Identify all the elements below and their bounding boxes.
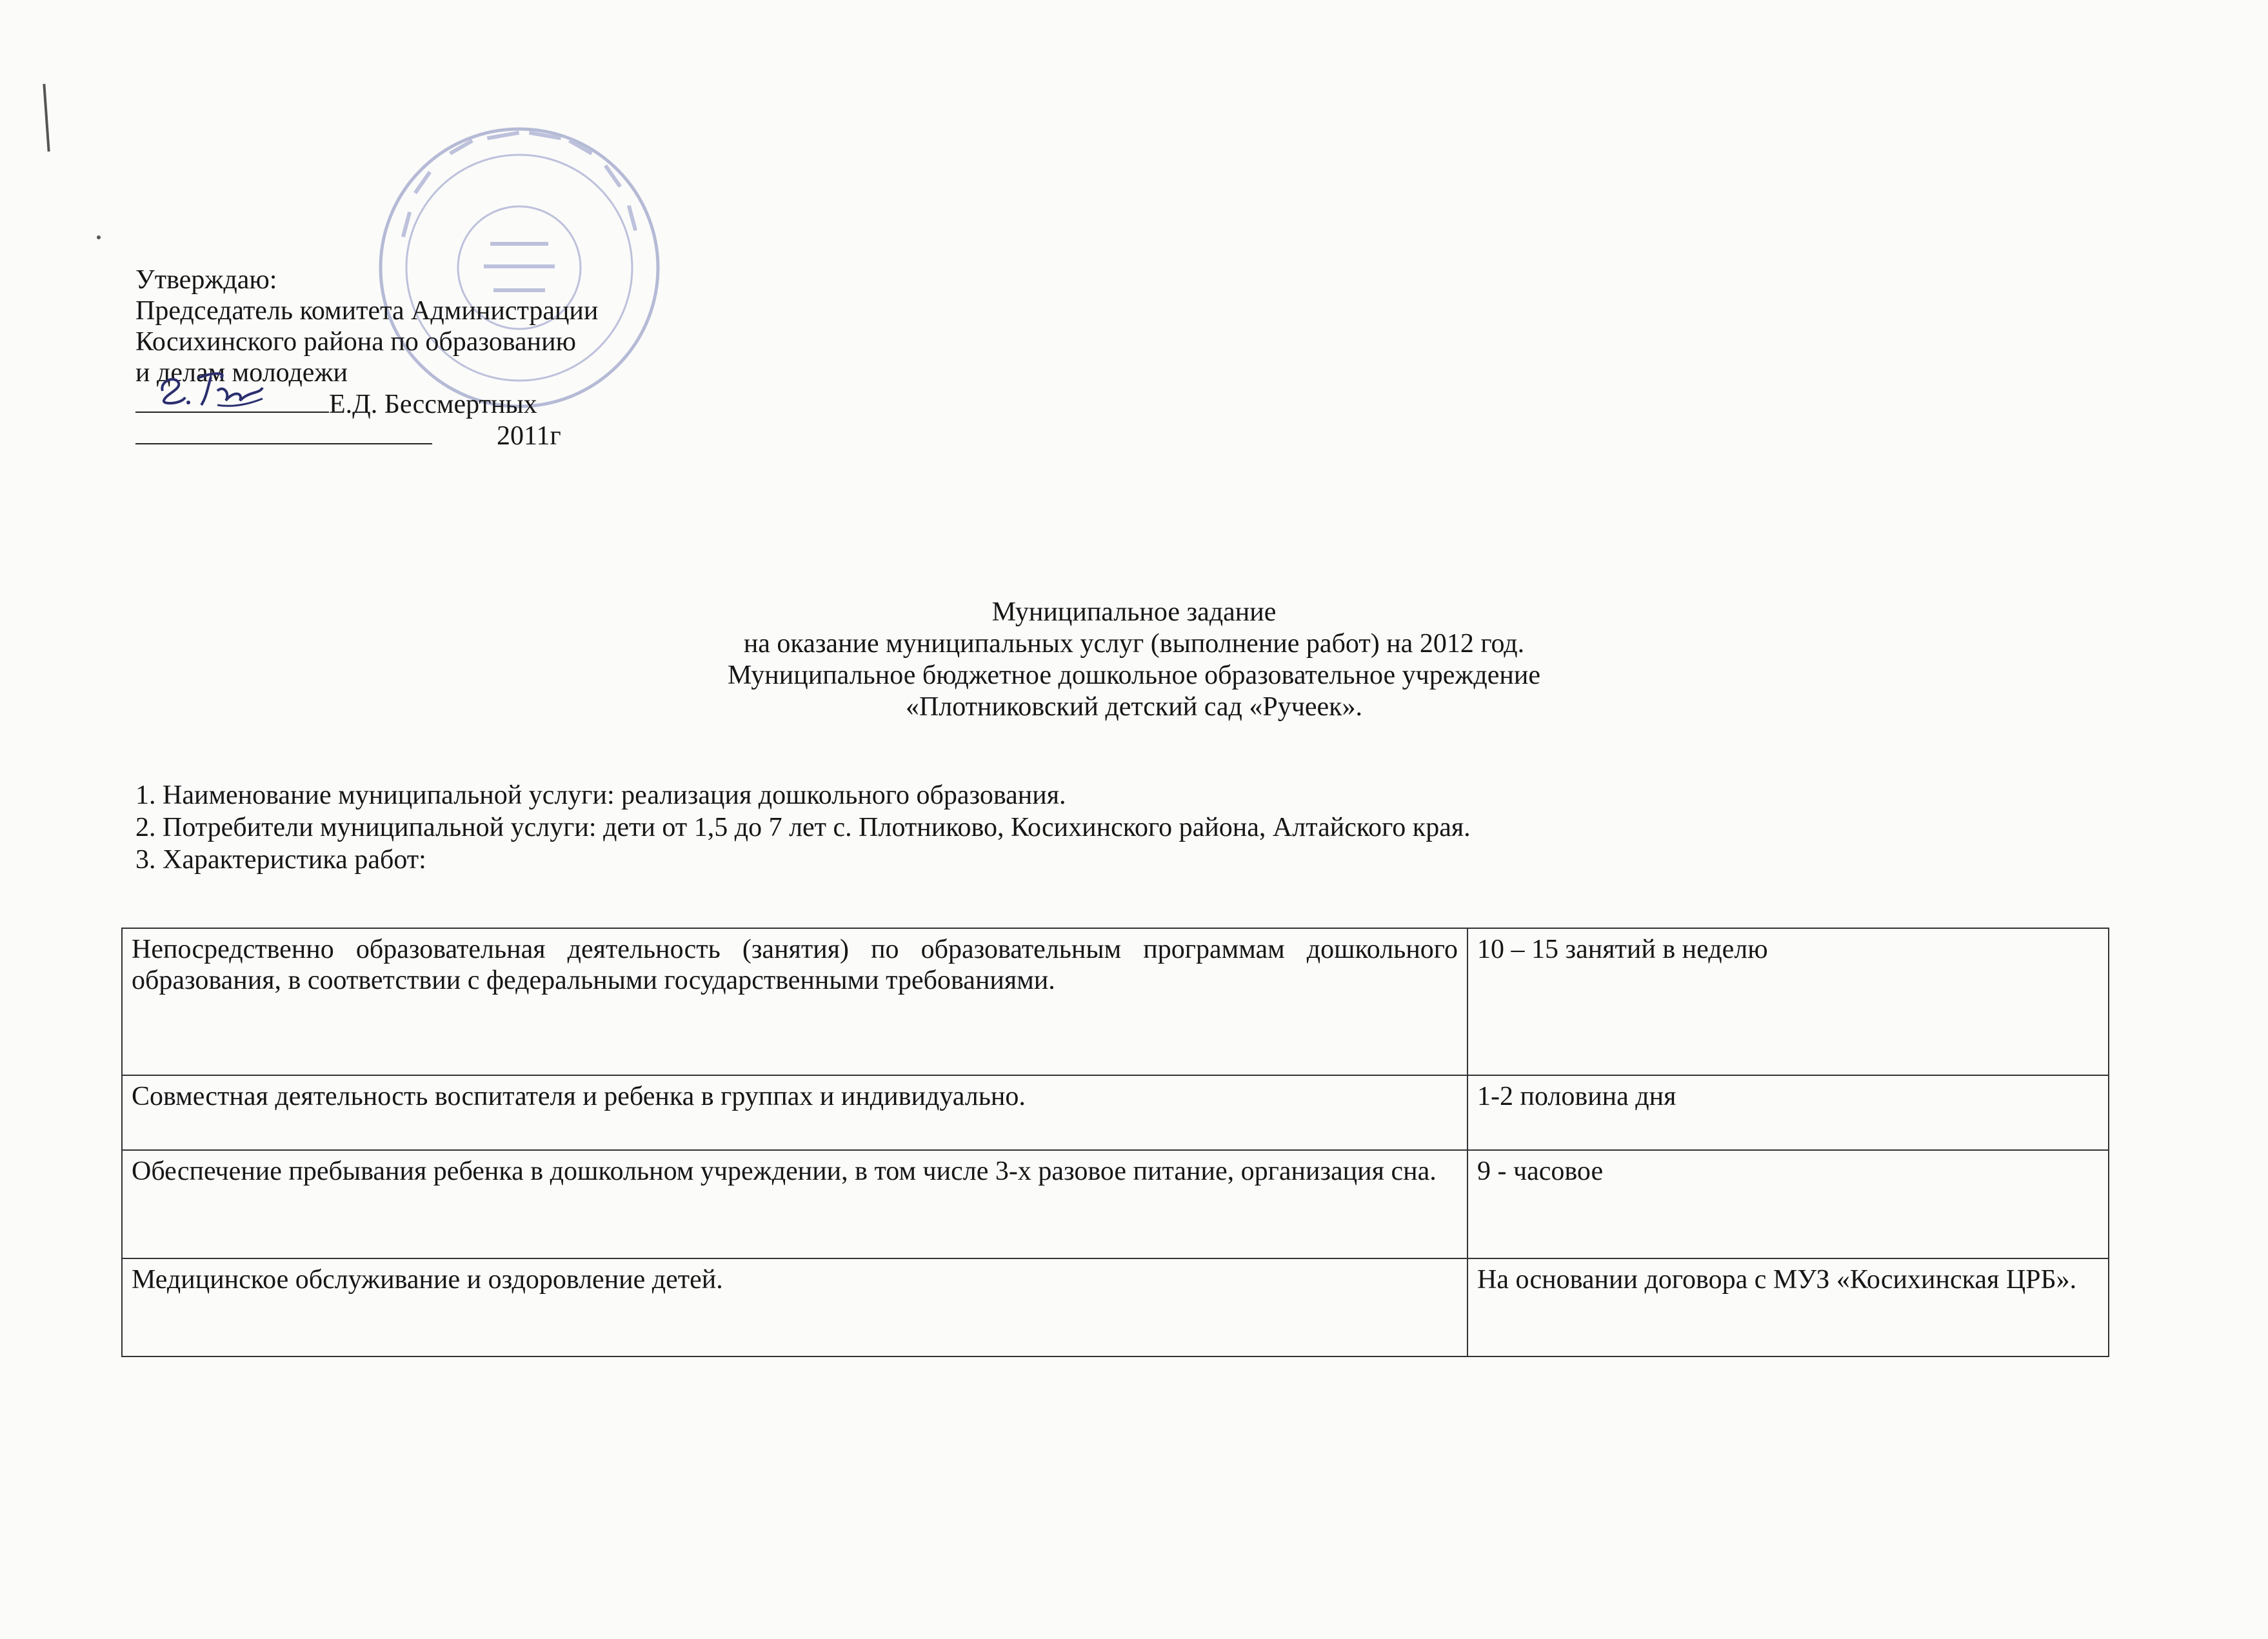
- date-underline: [135, 420, 432, 444]
- work-value: На основании договора с МУЗ «Косихинская ЦРБ».: [1467, 1258, 2109, 1356]
- table-row: [122, 1258, 2109, 1356]
- approval-position-line: Председатель комитета Администрации: [135, 296, 599, 326]
- item-consumers: 2. Потребители муниципальной услуги: дети от 1,5 до 7 лет с. Плотниково, Косихинского района, Алтайского края.: [135, 813, 1471, 842]
- handwritten-signature: [156, 365, 266, 410]
- heading-institution-name: «Плотниковский детский сад «Ручеек».: [905, 692, 1363, 722]
- approval-block: [135, 264, 598, 452]
- work-value: 10 – 15 занятий в неделю: [1467, 928, 2109, 1075]
- signer-name: Е.Д. Бессмертных: [329, 390, 537, 419]
- heading-title: Муниципальное задание: [991, 597, 1277, 627]
- work-description: Обеспечение пребывания ребенка в дошкольном учреждении, в том числе 3-х разовое питание, организация сна.: [122, 1150, 1467, 1258]
- approval-year: 2011г: [497, 421, 561, 451]
- table-row: [122, 1150, 2109, 1258]
- table-row: [122, 928, 2109, 1075]
- works-table: [121, 928, 2109, 1357]
- approval-title: Утверждаю:: [135, 265, 277, 295]
- scan-mark: [97, 235, 101, 239]
- work-description: Медицинское обслуживание и оздоровление детей.: [122, 1258, 1467, 1356]
- work-value: 1-2 половина дня: [1467, 1075, 2109, 1150]
- approval-position-line: Косихинского района по образованию: [135, 327, 576, 357]
- scan-mark: [43, 84, 50, 152]
- table-row: [122, 1075, 2109, 1150]
- heading-institution: Муниципальное бюджетное дошкольное образовательное учреждение: [728, 661, 1540, 690]
- work-description: Совместная деятельность воспитателя и ребенка в группах и индивидуально.: [122, 1075, 1467, 1150]
- signature-line: [135, 388, 598, 420]
- work-value: 9 - часовое: [1467, 1150, 2109, 1258]
- date-line: [135, 420, 598, 452]
- heading-subtitle: на оказание муниципальных услуг (выполнение работ) на 2012 год.: [743, 629, 1525, 659]
- approval-position-line: и делам молодежи: [135, 358, 348, 388]
- item-works-characteristic: 3. Характеристика работ:: [135, 845, 426, 875]
- document-heading: [0, 597, 2268, 723]
- numbered-items: [135, 779, 1471, 876]
- work-description: Непосредственно образовательная деятельность (занятия) по образовательным программам дошкольного образования, в соответствии с федеральными государственными требованиями.: [122, 928, 1467, 1075]
- item-service-name: 1. Наименование муниципальной услуги: реализация дошкольного образования.: [135, 780, 1066, 810]
